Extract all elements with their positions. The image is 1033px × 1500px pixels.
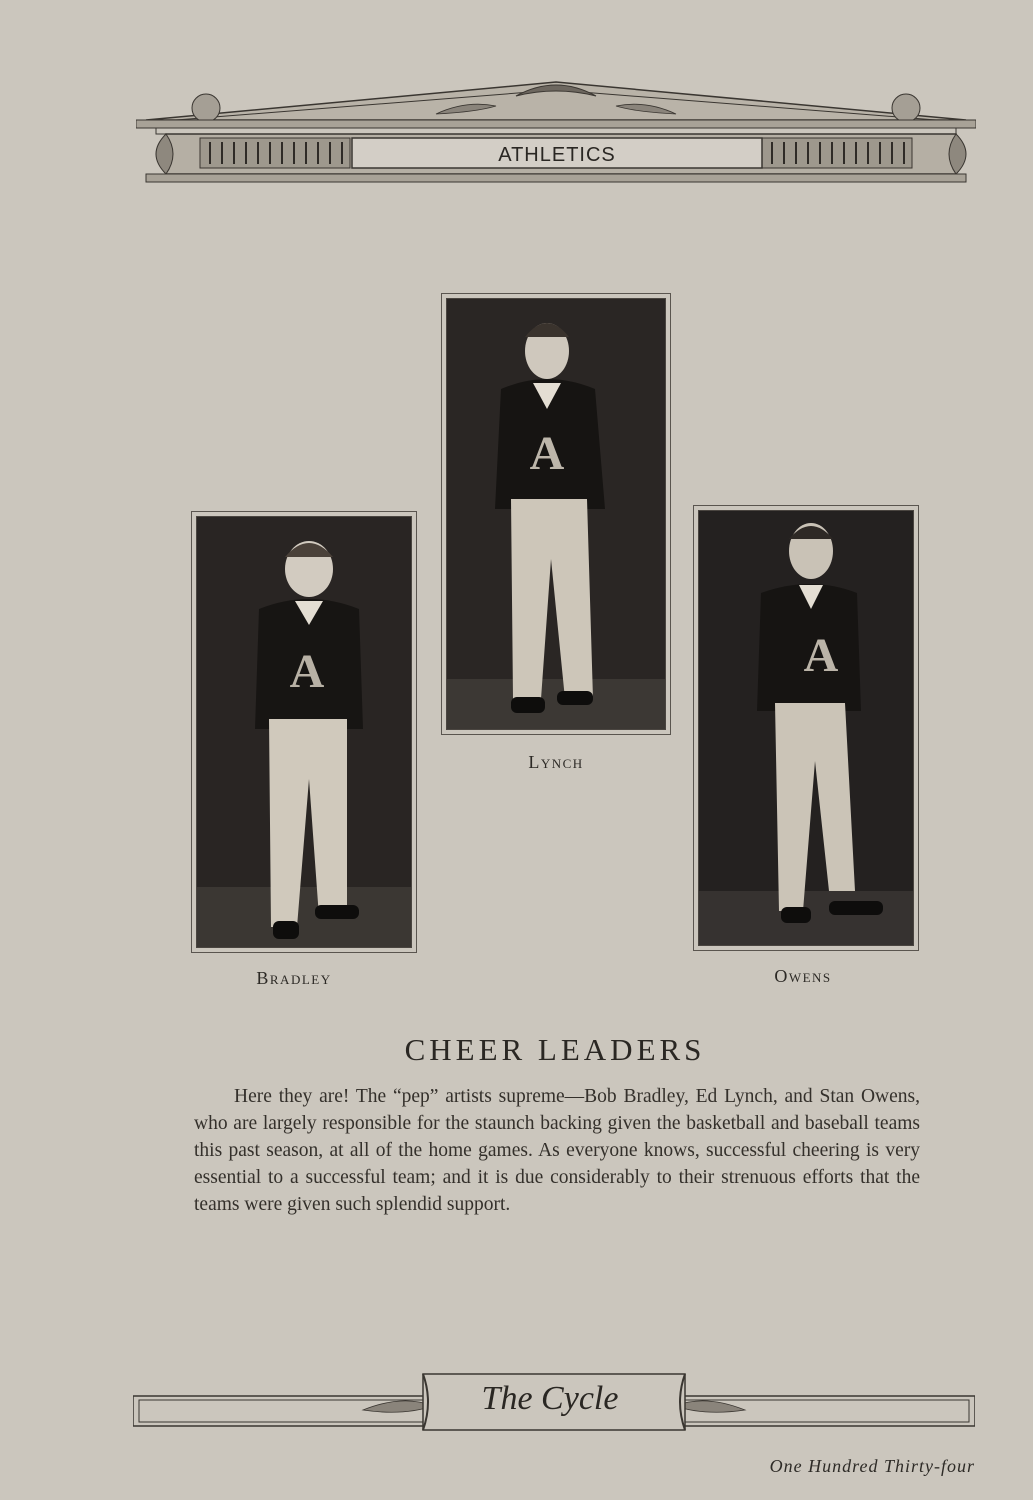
svg-text:A: A [289,645,325,698]
photo-bradley [196,516,412,948]
article-heading: CHEER LEADERS [404,1032,706,1067]
caption-lynch: Lynch [528,752,584,772]
svg-text:A: A [529,427,565,480]
svg-text:A: A [803,629,839,682]
publication-title: The Cycle [481,1380,619,1417]
photo-owens [698,510,914,946]
article-body: Here they are! The “pep” artists supreme—Bob Bradley, Ed Lynch, and Stan Owens, who are largely responsible for the staunch backing given the basketball and baseball teams this past season, at all of the home games. As everyone knows, successful cheering is very essential to a successful team; and it is due considerably to their strenuous efforts that the teams were given such splendid support. [194,1086,920,1215]
section-title: ATHLETICS [498,144,616,166]
cheerleader-portrait-graphic [447,299,665,729]
cheerleader-portrait-graphic [699,511,913,945]
caption-bradley: Bradley [256,968,332,988]
header-ornament [136,76,976,188]
caption-owens: Owens [774,966,832,986]
page-number: One Hundred Thirty-four [769,1456,975,1476]
photo-lynch [446,298,666,730]
cheerleader-portrait-graphic [197,517,411,947]
header-ornament-graphic [136,76,976,188]
